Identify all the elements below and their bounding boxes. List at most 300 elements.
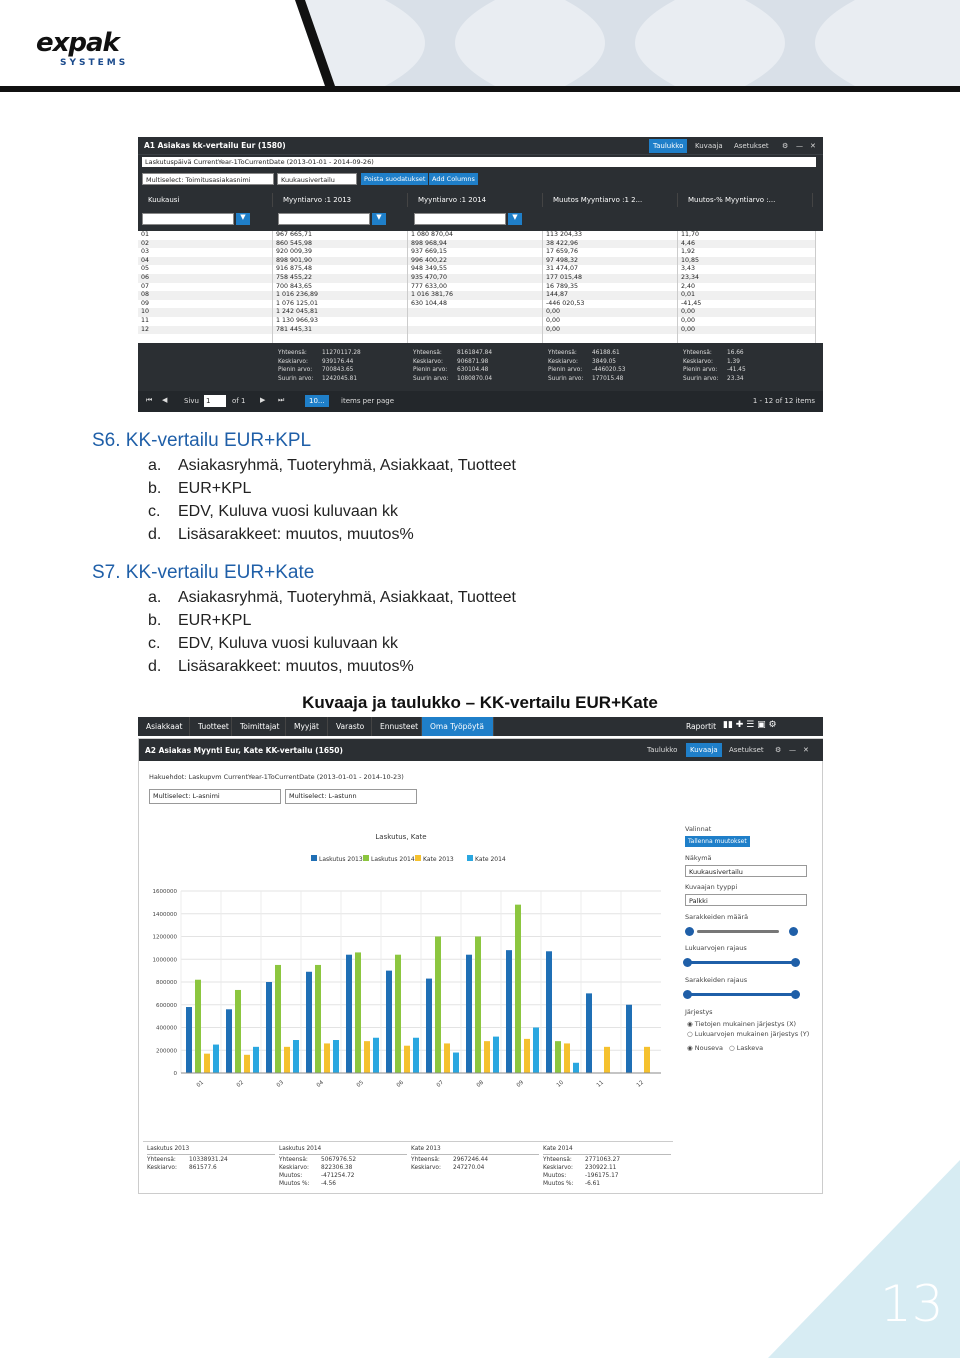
list-item [148, 635, 398, 653]
bar [275, 965, 281, 1073]
summary-value: 5067976.52 [321, 1157, 357, 1163]
summary-value: 939176.44 [322, 358, 354, 365]
page-number: 13 [880, 1275, 944, 1333]
last-page-icon[interactable]: ⏭ [278, 396, 285, 404]
logo-subtitle: SYSTEMS [60, 58, 129, 68]
column-range-slider[interactable] [687, 993, 797, 996]
bar [644, 1047, 650, 1073]
summary-value: 700843.65 [322, 367, 354, 373]
table-cell: 781 445,31 [273, 326, 407, 335]
clear-filters-button[interactable]: Poista suodatukset [361, 173, 428, 185]
page-count: of 1 [232, 397, 246, 405]
tab-kuvaaja[interactable]: Kuvaaja [695, 142, 723, 150]
order-label: Järjestys [685, 1008, 713, 1016]
summary-line [543, 1173, 671, 1181]
toolbar-icons[interactable]: ▮▮ ✚ ☰ ▣ ⚙ [723, 720, 777, 730]
x-tick-label: 02 [235, 1079, 245, 1089]
value-range-slider[interactable] [687, 961, 797, 964]
list-marker: b. [148, 612, 162, 629]
table-cell: 0,00 [543, 326, 677, 335]
order-by-value-label: Lukuarvojen mukainen järjestys (Y) [694, 1030, 810, 1038]
x-tick-label: 06 [395, 1079, 405, 1089]
items-range: 1 - 12 of 12 items [752, 397, 815, 405]
bar [626, 1005, 632, 1073]
legend-label: Kate 2013 [423, 856, 454, 863]
x-tick-label: 12 [635, 1079, 645, 1089]
next-page-icon[interactable]: ▶ [260, 396, 266, 404]
summary-key: Keskiarvo: [278, 358, 308, 365]
panel-title: A2 Asiakas Myynti Eur, Kate KK-vertailu (1650) [145, 746, 343, 755]
col-header-2014[interactable]: Myyntiarvo :1 2014 [408, 193, 543, 207]
col-header-2013[interactable]: Myyntiarvo :1 2013 [273, 193, 408, 207]
x-tick-label: 04 [315, 1079, 325, 1089]
summary-key: Suurin arvo: [278, 375, 314, 382]
table-cell: -446 020,53 [546, 299, 585, 307]
table-cell: 0,00 [681, 316, 696, 324]
bar-chart [141, 825, 671, 1130]
ascending-radio[interactable]: ◉ Nouseva [687, 1044, 723, 1052]
tab-asetukset[interactable]: Asetukset [734, 142, 769, 150]
bar [346, 955, 352, 1073]
list-text: Lisäsarakkeet: muutos, muutos% [178, 658, 414, 675]
bar [435, 937, 441, 1074]
summary-line [413, 358, 543, 367]
table-cell: 630 104,48 [411, 299, 448, 307]
table-cell: 17 659,76 [546, 248, 579, 256]
series-summary-title: Laskutus 2013 [147, 1146, 275, 1155]
chart-title: Laskutus, Kate [375, 833, 427, 841]
summary-key: Pienin arvo: [278, 367, 313, 373]
column-summary [413, 349, 543, 389]
list-text: EDV, Kuluva vuosi kuluvaan kk [178, 503, 398, 520]
bar [546, 951, 552, 1073]
grid-col-change-pct [678, 231, 816, 343]
table-cell: 916 875,48 [276, 265, 313, 273]
tab-taulukko[interactable]: Taulukko [647, 746, 678, 754]
list-item [148, 526, 414, 544]
summary-key: Keskiarvo: [147, 1165, 177, 1171]
header-rule [0, 86, 960, 92]
summary-key: Keskiarvo: [413, 358, 443, 365]
series-summary-title: Laskutus 2014 [279, 1146, 407, 1155]
summary-value: 1.39 [727, 358, 740, 365]
bar [475, 937, 481, 1074]
slider-handle[interactable] [683, 990, 692, 999]
summary-key: Yhteensä: [278, 350, 307, 356]
table-cell: 967 665,71 [276, 231, 313, 238]
table-cell: 758 455,22 [273, 274, 407, 283]
list-marker: b. [148, 480, 162, 497]
summary-line [279, 1165, 407, 1173]
y-tick-label: 200000 [156, 1048, 177, 1055]
table-cell: 07 [141, 282, 150, 290]
bar [306, 972, 312, 1073]
summary-key: Pienin arvo: [683, 367, 718, 373]
summary-line [548, 358, 678, 367]
summary-value: 1080870.04 [457, 375, 493, 382]
page-input[interactable]: 1 [204, 395, 226, 407]
slider-handle[interactable] [791, 990, 800, 999]
summary-key: Yhteensä: [413, 350, 442, 356]
table-cell: 113 204,33 [546, 231, 583, 238]
grid-col-month [138, 231, 273, 343]
table-cell: 1 076 125,01 [276, 299, 319, 307]
summary-value: -471254.72 [321, 1173, 355, 1179]
summary-value: 822306.38 [321, 1165, 353, 1171]
minus-icon[interactable]: — [796, 142, 803, 150]
summary-row [143, 1141, 673, 1191]
summary-value: 630104.48 [457, 367, 489, 373]
y-tick-label: 1200000 [152, 934, 177, 941]
table-cell: 1 242 045,81 [273, 308, 407, 317]
menu-item[interactable]: Toimittajat [232, 717, 286, 736]
table-cell: 0,00 [546, 316, 561, 324]
series-summary [543, 1146, 671, 1189]
filter-icon[interactable]: ▼ [236, 213, 250, 225]
customer-number-multiselect[interactable]: Multiselect: L-astunn [285, 789, 417, 804]
bar [253, 1047, 259, 1073]
filter-icon[interactable]: ▼ [372, 213, 386, 225]
data-grid [138, 231, 823, 343]
summary-value: -196175.17 [585, 1173, 619, 1179]
bar [493, 1037, 499, 1073]
summary-key: Keskiarvo: [411, 1165, 441, 1171]
summary-key: Yhteensä: [279, 1157, 308, 1163]
menu-item[interactable]: Ennusteet [372, 717, 422, 736]
column-summary [548, 349, 678, 389]
series-summary-title: Kate 2013 [411, 1146, 539, 1155]
list-item [148, 480, 251, 498]
summary-line [279, 1181, 407, 1189]
x-tick-label: 11 [595, 1079, 605, 1089]
table-cell: 10,85 [678, 257, 815, 266]
menu-item[interactable]: Varasto [328, 717, 372, 736]
list-marker: a. [148, 589, 162, 606]
table-cell: 1 016 381,76 [408, 291, 542, 300]
report-panel [138, 738, 823, 1194]
summary-line [278, 366, 408, 375]
customer-multiselect[interactable]: Multiselect: L-asnimi [149, 789, 281, 804]
summary-value: 177015.48 [592, 375, 624, 382]
summary-line [543, 1157, 671, 1165]
summary-value: 8161847.84 [457, 350, 493, 356]
list-text: EUR+KPL [178, 612, 252, 629]
bar [333, 1040, 339, 1073]
table-cell: 10 [138, 308, 272, 317]
column-range-label: Sarakkeiden rajaus [685, 976, 748, 984]
bar [195, 980, 201, 1073]
summary-value: 2771063.27 [585, 1157, 621, 1163]
table-cell: 700 843,65 [276, 282, 313, 290]
series-summary-title: Kate 2014 [543, 1146, 671, 1155]
x-tick-label: 05 [355, 1079, 365, 1089]
table-cell: 920 009,39 [276, 248, 313, 256]
screenshot-table-view [138, 137, 823, 412]
col-header-month[interactable]: Kuukausi [138, 193, 273, 207]
list-marker: c. [148, 635, 161, 652]
table-cell: 38 422,96 [543, 240, 677, 249]
table-cell: 1,92 [681, 248, 696, 256]
summary-line [548, 366, 678, 375]
legend-label: Laskutus 2013 [319, 856, 363, 863]
table-cell: 2,40 [681, 282, 696, 290]
view-label: Näkymä [685, 854, 712, 862]
reports-label[interactable]: Raportit [686, 722, 717, 731]
order-by-value-radio[interactable]: ○ Lukuarvojen mukainen järjestys (Y) [687, 1030, 810, 1038]
page-size-label: items per page [341, 397, 395, 405]
col-header-change-pct[interactable]: Muutos-% Myyntiarvo :... [678, 193, 813, 207]
summary-line [683, 375, 813, 384]
table-cell: 97 498,32 [543, 257, 677, 266]
bar [413, 1038, 419, 1073]
table-cell: 177 015,48 [543, 274, 677, 283]
x-tick-label: 08 [475, 1079, 485, 1089]
add-columns-button[interactable]: Add Columns [429, 173, 478, 185]
y-tick-label: 400000 [156, 1025, 177, 1032]
summary-line [411, 1157, 539, 1165]
search-criteria: Hakuehdot: Laskupvm CurrentYear-1ToCurrentDate (2013-01-01 - 2014-10-23) [149, 773, 404, 781]
table-cell: 948 349,55 [411, 265, 448, 273]
table-cell: 1 080 870,04 [411, 231, 454, 238]
summary-key: Muutos %: [543, 1181, 574, 1187]
bar [324, 1043, 330, 1073]
summary-line [683, 366, 813, 375]
chart-type-label: Kuvaajan tyyppi [685, 883, 738, 891]
order-by-data-radio[interactable]: ◉ Tietojen mukainen järjestys (X) [687, 1020, 797, 1028]
menu-item[interactable]: Myyjät [286, 717, 328, 736]
list-item [148, 612, 251, 630]
bar [266, 982, 272, 1073]
bar [555, 1041, 561, 1073]
summary-value: -4.56 [321, 1181, 336, 1187]
bar [484, 1041, 490, 1073]
close-icon[interactable]: ✕ [803, 746, 809, 754]
table-cell [408, 326, 542, 335]
summary-key: Suurin arvo: [413, 375, 449, 382]
table-cell: 06 [138, 274, 272, 283]
list-text: EUR+KPL [178, 480, 252, 497]
series-summary [411, 1146, 539, 1173]
bar [373, 1038, 379, 1073]
slider-handle[interactable] [683, 958, 692, 967]
table-cell: 09 [141, 299, 150, 307]
table-cell: 02 [138, 240, 272, 249]
table-cell: 937 669,15 [411, 248, 448, 256]
grid-col-change [543, 231, 678, 343]
table-cell: 4,46 [678, 240, 815, 249]
view-select[interactable]: Kuukausivertailu [277, 173, 357, 185]
summary-line [278, 349, 408, 358]
value-range-label: Lukuarvojen rajaus [685, 944, 747, 952]
list-text: Asiakasryhmä, Tuoteryhmä, Asiakkaat, Tuotteet [178, 589, 516, 606]
filter-icon[interactable]: ▼ [508, 213, 522, 225]
screenshot-chart-view [138, 717, 823, 1194]
table-cell: 01 [141, 231, 150, 238]
page-size-select[interactable]: 10... [305, 395, 329, 407]
bar [533, 1028, 539, 1074]
legend-swatch [467, 855, 473, 861]
bar [515, 905, 521, 1073]
legend-label: Laskutus 2014 [371, 856, 415, 863]
first-page-icon[interactable]: ⏮ [146, 396, 153, 404]
summary-key: Yhteensä: [543, 1157, 572, 1163]
y-tick-label: 0 [173, 1071, 177, 1077]
save-changes-button[interactable]: Tallenna muutokset [685, 836, 750, 847]
summary-key: Muutos: [543, 1173, 567, 1179]
section-heading: S6. KK-vertailu EUR+KPL [92, 430, 312, 451]
bar [244, 1055, 250, 1073]
legend-label: Kate 2014 [475, 856, 506, 863]
summary-line [413, 375, 543, 384]
table-cell: 777 633,00 [411, 282, 448, 290]
gear-icon[interactable]: ⚙ [775, 746, 782, 754]
tab-taulukko[interactable]: Taulukko [649, 139, 687, 153]
y-tick-label: 800000 [156, 980, 177, 986]
slider-handle[interactable] [791, 958, 800, 967]
customer-multiselect[interactable]: Multiselect: Toimitusasiakasnimi [142, 173, 274, 185]
filter-info: Laskutuspäivä CurrentYear-1ToCurrentDate (2013-01-01 - 2014-09-26) [142, 157, 816, 167]
table-cell [408, 317, 542, 326]
bar [564, 1043, 570, 1073]
column-count-increase[interactable] [789, 927, 798, 936]
table-cell: 08 [138, 291, 272, 300]
bar [604, 1047, 610, 1073]
summary-value: 906871.98 [457, 358, 489, 365]
list-marker: d. [148, 526, 162, 543]
summary-line [683, 358, 813, 367]
bar [293, 1040, 299, 1073]
tab-asetukset[interactable]: Asetukset [729, 746, 764, 754]
menu-item[interactable]: Tuotteet [190, 717, 232, 736]
table-cell: -41,45 [681, 299, 702, 307]
y-tick-label: 1600000 [152, 889, 177, 895]
filter-input-month[interactable] [142, 213, 234, 225]
summary-value: 10338931.24 [189, 1157, 228, 1163]
table-cell: 05 [141, 265, 150, 273]
list-item [148, 589, 516, 607]
descending-label: Laskeva [736, 1044, 764, 1052]
table-cell: 3,43 [681, 265, 696, 273]
summary-key: Suurin arvo: [683, 375, 719, 382]
table-cell: 1 016 236,89 [273, 291, 407, 300]
summary-line [413, 366, 543, 375]
bar [364, 1041, 370, 1073]
table-cell: 935 470,70 [408, 274, 542, 283]
summary-line [147, 1165, 275, 1173]
summary-line [543, 1181, 671, 1189]
table-cell: 1 130 966,93 [276, 316, 319, 324]
logo: expak [36, 28, 119, 58]
y-tick-label: 600000 [156, 1002, 177, 1009]
table-cell [408, 308, 542, 317]
bar [524, 1039, 530, 1073]
minus-icon[interactable]: — [789, 746, 796, 754]
col-header-change[interactable]: Muutos Myyntiarvo :1 2... [543, 193, 678, 207]
table-cell: 996 400,22 [408, 257, 542, 266]
filter-input-2013[interactable] [278, 213, 370, 225]
summary-key: Muutos: [279, 1173, 303, 1179]
list-text: EDV, Kuluva vuosi kuluvaan kk [178, 635, 398, 652]
grid-col-2013 [273, 231, 408, 343]
summary-line [543, 1165, 671, 1173]
x-tick-label: 03 [275, 1079, 285, 1089]
bar [404, 1046, 410, 1073]
bar [573, 1063, 579, 1073]
x-tick-label: 07 [435, 1079, 445, 1089]
table-cell: 11 [141, 316, 150, 324]
list-item [148, 658, 414, 676]
x-tick-label: 10 [555, 1079, 565, 1089]
page-label: Sivu [184, 397, 199, 405]
header-banner [235, 0, 960, 86]
bar [426, 979, 432, 1073]
column-count-label: Sarakkeiden määrä [685, 913, 749, 921]
summary-line [413, 349, 543, 358]
list-item [148, 457, 516, 475]
section-heading: S7. KK-vertailu EUR+Kate [92, 562, 315, 583]
window-titlebar [138, 137, 823, 155]
header-decoration [235, 0, 960, 86]
options-label: Valinnat [685, 825, 712, 833]
column-count-slider[interactable] [697, 930, 779, 933]
summary-line [147, 1157, 275, 1165]
summary-key: Muutos %: [279, 1181, 310, 1187]
bar [213, 1045, 219, 1073]
summary-line [683, 349, 813, 358]
ascending-label: Nouseva [694, 1044, 723, 1052]
filter-input-2014[interactable] [414, 213, 506, 225]
legend-swatch [415, 855, 421, 861]
menu-item[interactable]: Oma Työpöytä [422, 717, 494, 736]
column-count-decrease[interactable] [685, 927, 694, 936]
bar [284, 1047, 290, 1073]
window-title: A1 Asiakas kk-vertailu Eur (1580) [144, 141, 286, 150]
table-cell: 0,00 [543, 308, 677, 317]
close-icon[interactable]: ✕ [810, 142, 816, 150]
table-cell: 144,87 [543, 291, 677, 300]
menu-item[interactable]: Asiakkaat [138, 717, 190, 736]
bar [386, 971, 392, 1073]
prev-page-icon[interactable]: ◀ [162, 396, 168, 404]
summary-value: 16.66 [727, 350, 744, 356]
list-item [148, 503, 398, 521]
view-select[interactable]: Kuukausivertailu [685, 865, 807, 877]
summary-key: Keskiarvo: [548, 358, 578, 365]
list-text: Asiakasryhmä, Tuoteryhmä, Asiakkaat, Tuotteet [178, 457, 516, 474]
series-summary [279, 1146, 407, 1189]
bar [453, 1053, 459, 1073]
table-cell: 0,00 [678, 326, 815, 335]
descending-radio[interactable]: ○ Laskeva [729, 1044, 764, 1052]
summary-key: Keskiarvo: [683, 358, 713, 365]
summary-value: -41.45 [727, 367, 746, 373]
tab-kuvaaja[interactable]: Kuvaaja [686, 743, 722, 757]
list-marker: a. [148, 457, 162, 474]
summary-value: 2967246.44 [453, 1157, 489, 1163]
gear-icon[interactable]: ⚙ [782, 142, 789, 150]
table-cell: 0,01 [678, 291, 815, 300]
table-cell: 12 [138, 326, 272, 335]
table-cell: 03 [141, 248, 150, 256]
chart-type-select[interactable]: Palkki [685, 894, 807, 906]
summary-key: Yhteensä: [411, 1157, 440, 1163]
list-text: Lisäsarakkeet: muutos, muutos% [178, 526, 414, 543]
y-tick-label: 1400000 [152, 911, 177, 918]
summary-value: 23.34 [727, 375, 744, 382]
x-tick-label: 01 [195, 1079, 205, 1089]
bar [226, 1009, 232, 1073]
bar [235, 990, 241, 1073]
